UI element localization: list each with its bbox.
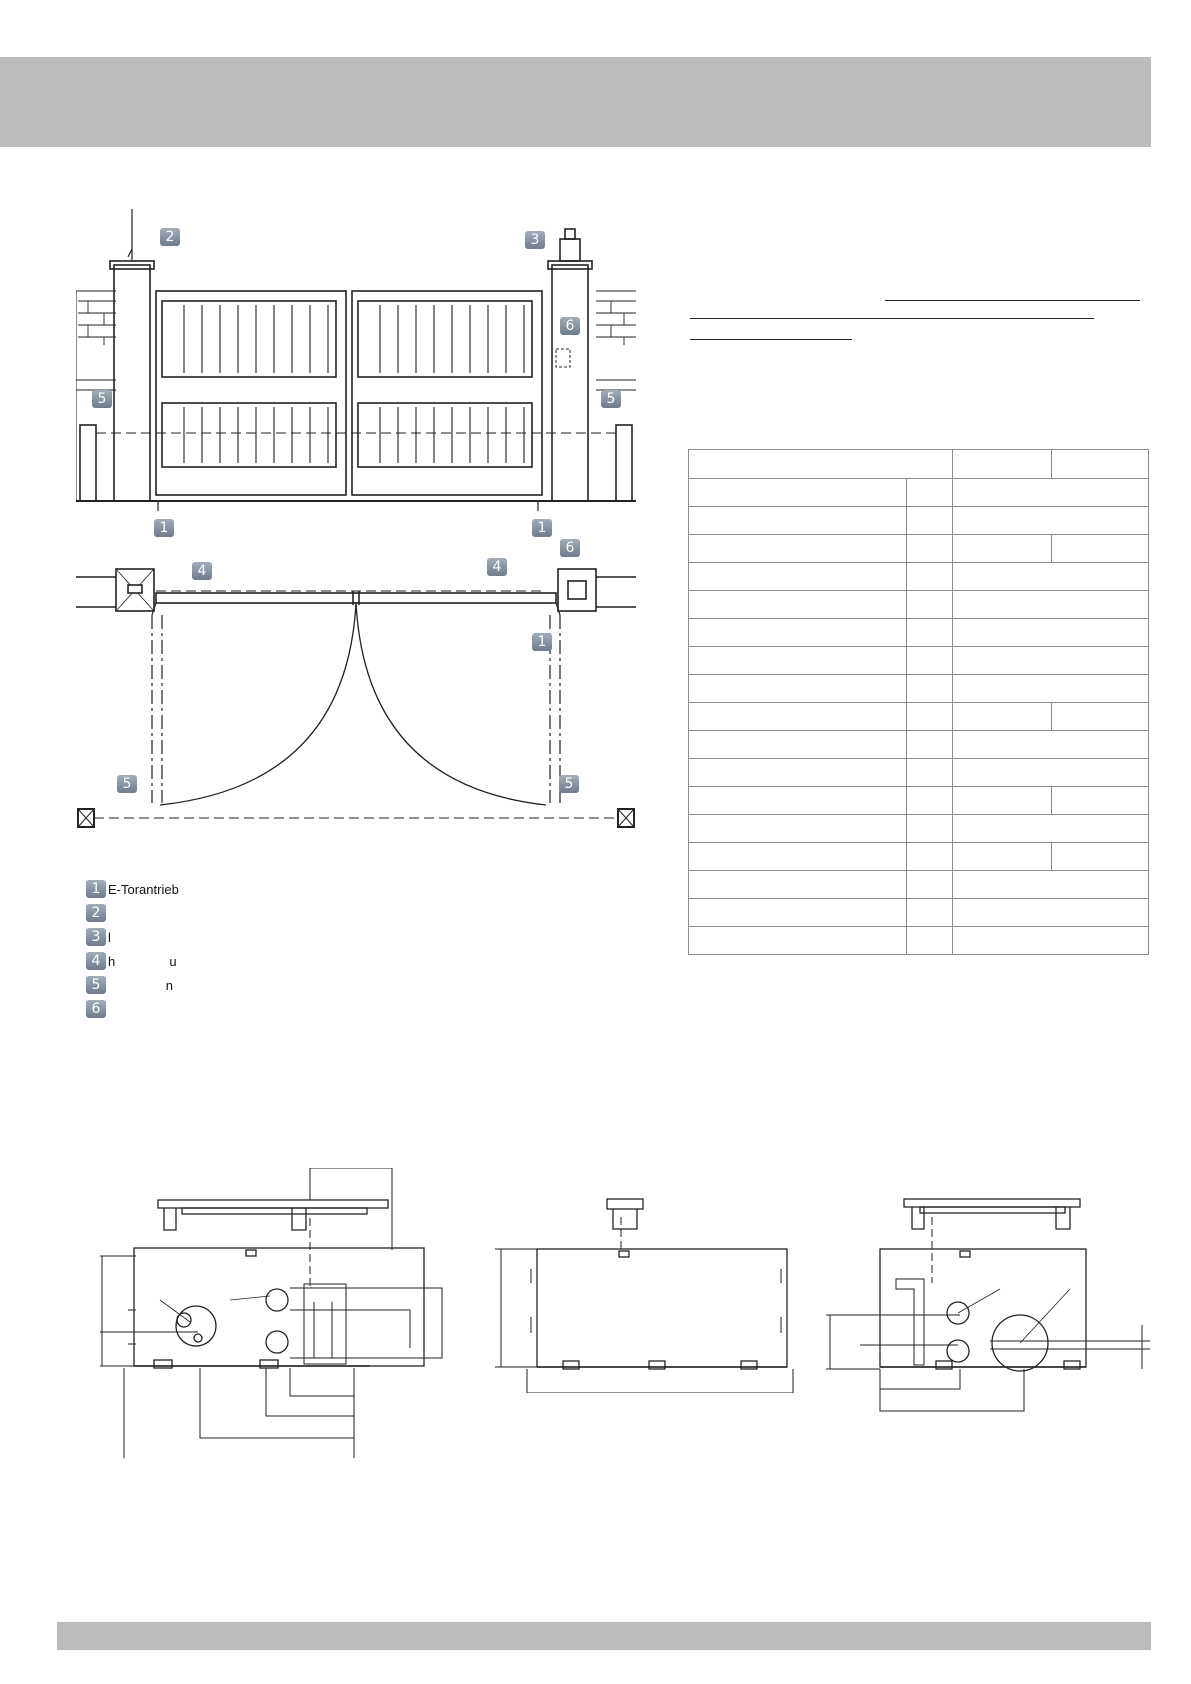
badge-arm-left: 4 bbox=[192, 562, 212, 580]
badge-operator-right: 1 bbox=[532, 519, 552, 537]
table-row bbox=[689, 759, 1149, 787]
footer-band bbox=[57, 1622, 1151, 1650]
badge-flashlight: 3 bbox=[525, 231, 545, 249]
table-header-row bbox=[689, 450, 1149, 479]
legend-text-5: n bbox=[108, 978, 174, 993]
underline-line-3 bbox=[690, 339, 852, 340]
legend-badge-5: 5 bbox=[86, 976, 106, 994]
legend-badge-4: 4 bbox=[86, 952, 106, 970]
table-row bbox=[689, 899, 1149, 927]
dimension-drawing-front bbox=[495, 1193, 805, 1393]
underline-line-1 bbox=[885, 300, 1140, 301]
badge-keyswitch-plan: 6 bbox=[560, 539, 580, 557]
legend-badge-1: 1 bbox=[86, 880, 106, 898]
badge-arm-right: 4 bbox=[487, 558, 507, 576]
table-row bbox=[689, 815, 1149, 843]
table-row bbox=[689, 731, 1149, 759]
table-cell bbox=[1052, 450, 1149, 479]
badge-photocell-left: 5 bbox=[92, 390, 112, 408]
table-row bbox=[689, 843, 1149, 871]
legend-text-3: l bbox=[108, 930, 111, 945]
table-row bbox=[689, 563, 1149, 591]
table-cell bbox=[953, 450, 1052, 479]
header-band bbox=[0, 57, 1151, 147]
table-row bbox=[689, 479, 1149, 507]
table-row bbox=[689, 507, 1149, 535]
badge-operator-plan: 1 bbox=[532, 633, 552, 651]
badge-photocell-plan-left: 5 bbox=[117, 775, 137, 793]
table-row bbox=[689, 927, 1149, 955]
legend-badge-2: 2 bbox=[86, 904, 106, 922]
table-row bbox=[689, 619, 1149, 647]
underline-line-2 bbox=[690, 318, 1094, 319]
table-row bbox=[689, 591, 1149, 619]
table-row bbox=[689, 647, 1149, 675]
badge-antenna: 2 bbox=[160, 228, 180, 246]
legend-text-1: E-Torantrieb bbox=[108, 882, 179, 897]
table-row bbox=[689, 535, 1149, 563]
dimension-drawing-side-left bbox=[70, 1168, 450, 1458]
table-row bbox=[689, 703, 1149, 731]
spec-table bbox=[688, 449, 1149, 955]
table-row bbox=[689, 787, 1149, 815]
badge-photocell-plan-right: 5 bbox=[559, 775, 579, 793]
table-row bbox=[689, 871, 1149, 899]
table-cell bbox=[689, 450, 953, 479]
legend-text-4: h u bbox=[108, 954, 177, 969]
dimension-drawing-side-right bbox=[820, 1193, 1150, 1433]
badge-keyswitch: 6 bbox=[560, 317, 580, 335]
badge-operator-left: 1 bbox=[154, 519, 174, 537]
legend-badge-6: 6 bbox=[86, 1000, 106, 1018]
table-row bbox=[689, 675, 1149, 703]
badge-photocell-right: 5 bbox=[601, 390, 621, 408]
legend-badge-3: 3 bbox=[86, 928, 106, 946]
